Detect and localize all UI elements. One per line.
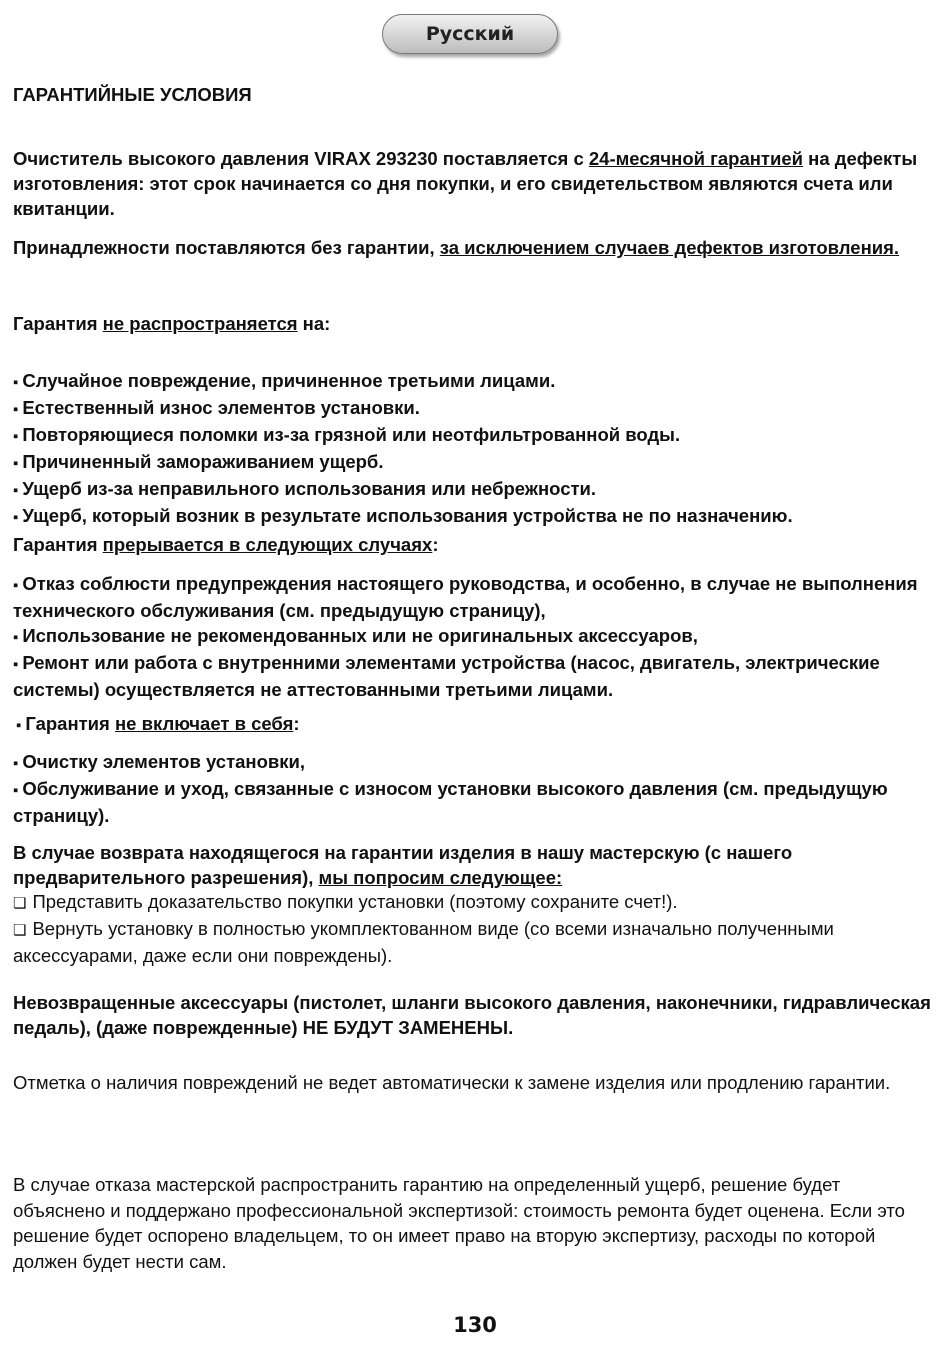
excludes-underlined: не включает в себя <box>115 713 294 734</box>
not-covered-pre: Гарантия <box>13 313 103 334</box>
list-item: ▪ Ущерб из-за неправильного использования или небрежности. <box>13 476 932 503</box>
list-item: ▪ Повторяющиеся поломки из-за грязной или неотфильтрованной воды. <box>13 422 932 449</box>
return-paragraph <box>13 840 932 890</box>
terminated-list <box>13 571 932 702</box>
accessories-paragraph <box>13 235 932 260</box>
accessories-underlined: за исключением случаев дефектов изготовления. <box>439 237 900 258</box>
language-tab: Русский <box>382 14 558 54</box>
not-covered-list <box>13 368 932 530</box>
page-number: 130 <box>453 1313 497 1337</box>
excludes-pre: Гарантия <box>25 713 115 734</box>
not-covered-underlined: не распространяется <box>102 313 298 334</box>
intro-paragraph <box>13 146 932 221</box>
terminated-heading <box>13 532 932 557</box>
excludes-list <box>13 749 932 828</box>
excludes-heading <box>16 711 932 738</box>
list-item: ▪ Обслуживание и уход, связанные с износом установки высокого давления (см. предыдущую страницу). <box>13 776 932 828</box>
damage-note: Отметка о наличия повреждений не ведет автоматически к замене изделия или продлению гарантии. <box>13 1072 891 1093</box>
list-item: ▪ Отказ соблюсти предупреждения настоящего руководства, и особенно, в случае не выполнения технического обслуживания (см. предыдущую страницу), <box>13 571 932 623</box>
return-pre: В случае возврата находящегося на гарантии изделия в нашу мастерскую (с нашего предварительного разрешения), <box>13 842 793 888</box>
list-item: ❏ Вернуть установку в полностью укомплектованном виде (со всеми изначально полученными аксессуарами, даже если они повреждены). <box>13 916 932 968</box>
return-underlined: мы попросим следующее: <box>318 867 563 888</box>
terminated-underlined: прерывается в следующих случаях <box>102 534 433 555</box>
list-item: ▪ Случайное повреждение, причиненное третьими лицами. <box>13 368 932 395</box>
list-item: ▪ Причиненный замораживанием ущерб. <box>13 449 932 476</box>
list-item: ▪ Использование не рекомендованных или не оригинальных аксессуаров, <box>13 623 932 650</box>
page-title: ГАРАНТИЙНЫЕ УСЛОВИЯ <box>13 84 252 105</box>
not-covered-heading <box>13 311 932 336</box>
list-item: ❏ Представить доказательство покупки установки (поэтому сохраните счет!). <box>13 889 932 916</box>
refusal-note: В случае отказа мастерской распространить гарантию на определенный ущерб, решение будет объяснено и поддержано профессиональной экспертизой: стоимость ремонта будет оценена. Если это решение будет оспорено владельцем, то он имеет право на вторую экспертизу, расходы по которой должен будет нести сам. <box>13 1174 905 1272</box>
intro-underlined: 24-месячной гарантией <box>588 148 804 169</box>
intro-pre: Очиститель высокого давления VIRAX 293230 поставляется с <box>13 148 589 169</box>
return-list <box>13 889 932 968</box>
intro-post: на дефекты изготовления: этот срок начинается со дня покупки, и его свидетельством являются счета или квитанции. <box>13 148 918 219</box>
list-item: ▪ Естественный износ элементов установки. <box>13 395 932 422</box>
excludes-post: : <box>293 713 300 734</box>
list-item: ▪ Ущерб, который возник в результате использования устройства не по назначению. <box>13 503 932 530</box>
list-item: ▪ Ремонт или работа с внутренними элементами устройства (насос, двигатель, электрические системы) осуществляется не аттестованными третьими лицами. <box>13 650 932 702</box>
not-returned-paragraph: Невозвращенные аксессуары (пистолет, шланги высокого давления, наконечники, гидравлическая педаль), (даже поврежденные) НЕ БУДУТ ЗАМЕНЕНЫ. <box>13 992 931 1038</box>
not-covered-post: на: <box>297 313 331 334</box>
terminated-post: : <box>432 534 439 555</box>
list-item: ▪ Очистку элементов установки, <box>13 749 932 776</box>
accessories-pre: Принадлежности поставляются без гарантии, <box>13 237 440 258</box>
terminated-pre: Гарантия <box>13 534 103 555</box>
